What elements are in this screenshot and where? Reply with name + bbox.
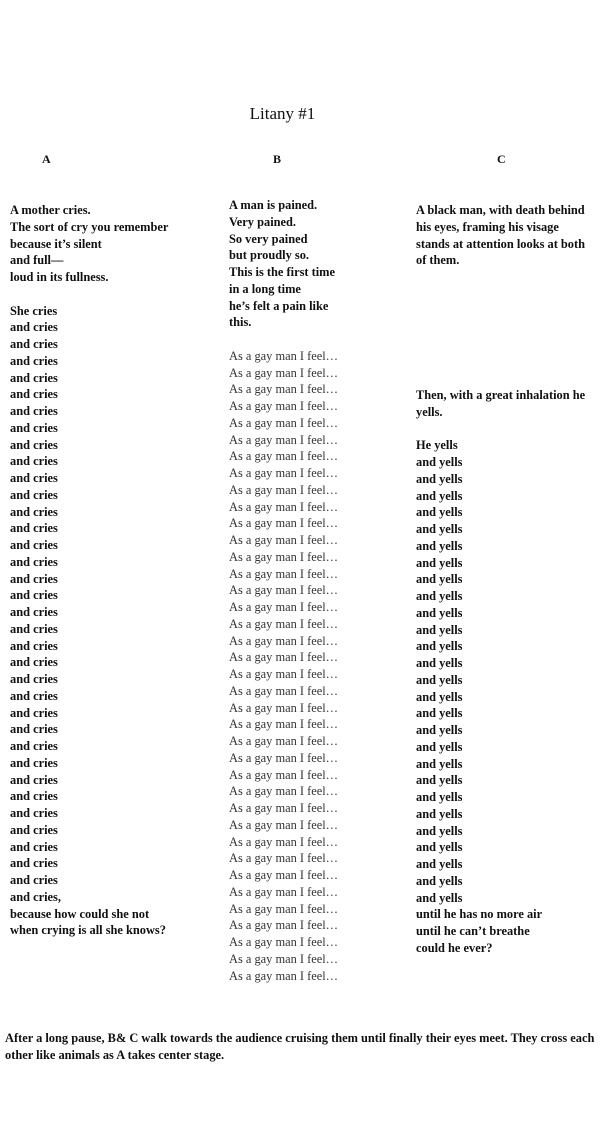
poem-line: and yells — [416, 773, 463, 788]
poem-line: As a gay man I feel… — [229, 817, 339, 832]
poem-line: As a gay man I feel… — [229, 348, 339, 363]
stanza-gap — [10, 286, 168, 303]
poem-line: As a gay man I feel… — [229, 667, 339, 681]
poem-line: and cries — [10, 722, 58, 737]
poem-line: and yells — [416, 555, 463, 570]
poem-line: As a gay man I feel… — [229, 884, 339, 899]
poem-line: and yells — [416, 806, 463, 821]
column-heading-a: A — [42, 152, 51, 166]
poem-line: As a gay man I feel… — [229, 700, 339, 715]
poem-line: until he has no more air — [416, 907, 543, 922]
stanza-c-3 — [416, 437, 585, 956]
poem-line: and cries — [10, 521, 58, 536]
poem-line: and yells — [416, 522, 463, 536]
poem-line: and cries — [10, 538, 58, 552]
poem-line: and cries — [10, 605, 58, 619]
poem-line: and cries — [10, 655, 58, 670]
poem-line: and yells — [416, 840, 463, 855]
poem-line: and yells — [416, 873, 463, 888]
stanza-b-1 — [229, 197, 338, 331]
poem-line: and yells — [416, 706, 463, 721]
poem-line: and yells — [416, 455, 463, 469]
poem-line: As a gay man I feel… — [229, 600, 339, 614]
poem-line: As a gay man I feel… — [229, 717, 339, 732]
poem-line: and cries — [10, 772, 58, 787]
poem-line: As a gay man I feel… — [229, 616, 339, 631]
poem-line: Then, with a great inhalation he — [416, 388, 586, 402]
poem-line: yells. — [416, 404, 443, 419]
column-heading-c: C — [497, 152, 506, 166]
poem-line: and yells — [416, 790, 463, 804]
poem-line: So very pained — [229, 231, 308, 246]
poem-line: and yells — [416, 505, 463, 520]
poem-line: and cries — [10, 806, 58, 820]
poem-line: and yells — [416, 639, 463, 654]
poem-line: and cries — [10, 705, 58, 720]
poem-line: and cries — [10, 672, 58, 686]
poem-line: and cries — [10, 353, 58, 368]
poem-line: Very pained. — [229, 214, 297, 229]
poem-line: As a gay man I feel… — [229, 466, 339, 480]
poem-line: and cries — [10, 621, 58, 636]
poem-line: As a gay man I feel… — [229, 415, 339, 430]
poem-line: and cries — [10, 856, 58, 871]
poem-line: and yells — [416, 890, 463, 905]
poem-line: He yells — [416, 438, 458, 453]
poem-line: As a gay man I feel… — [229, 801, 339, 815]
poem-line: As a gay man I feel… — [229, 583, 339, 598]
stanza-gap — [416, 269, 585, 387]
poem-line: and cries — [10, 822, 58, 837]
poem-line: As a gay man I feel… — [229, 449, 339, 464]
column-a-text — [10, 202, 168, 939]
poem-line: and yells — [416, 656, 463, 670]
poem-line: this. — [229, 315, 252, 330]
poem-line: and cries — [10, 337, 58, 351]
poem-line: As a gay man I feel… — [229, 499, 339, 514]
poem-line: As a gay man I feel… — [229, 566, 339, 581]
stanza-gap — [416, 421, 585, 438]
poem-line: and cries — [10, 454, 58, 469]
poem-line: and cries — [10, 437, 58, 452]
poem-line: This is the first time — [229, 265, 335, 279]
poem-line: loud in its fullness. — [10, 270, 109, 284]
poem-line: and cries — [10, 387, 58, 402]
poem-line: and cries — [10, 571, 58, 586]
stanza-c-1 — [416, 202, 585, 269]
poem-line: As a gay man I feel… — [229, 549, 339, 564]
poem-line: As a gay man I feel… — [229, 968, 339, 983]
poem-line: but proudly so. — [229, 248, 310, 263]
stanza-gap — [229, 331, 338, 348]
column-heading-b: B — [273, 152, 282, 166]
poem-line: A black man, with death behind — [416, 203, 585, 217]
poem-line: As a gay man I feel… — [229, 784, 339, 799]
poem-line: As a gay man I feel… — [229, 851, 339, 866]
stanza-a-1 — [10, 202, 168, 286]
poem-line: As a gay man I feel… — [229, 918, 339, 933]
poem-line: As a gay man I feel… — [229, 734, 339, 748]
poem-line: and cries — [10, 688, 58, 703]
stanza-c-2 — [416, 387, 585, 421]
poem-line: and yells — [416, 723, 463, 737]
poem-line: and cries, — [10, 889, 61, 904]
poem-line: and cries — [10, 588, 58, 603]
poem-line: and yells — [416, 823, 463, 838]
poem-line: could he ever? — [416, 940, 493, 955]
poem-title: Litany #1 — [249, 104, 316, 123]
poem-line: and cries — [10, 638, 58, 653]
poem-line: The sort of cry you remember — [10, 219, 169, 234]
column-b-text — [229, 197, 338, 984]
poem-line: and cries — [10, 504, 58, 519]
poem-line: and yells — [416, 572, 463, 587]
poem-line: As a gay man I feel… — [229, 901, 339, 916]
poem-line: As a gay man I feel… — [229, 432, 339, 447]
poem-line: and yells — [416, 689, 463, 704]
poem-line: and yells — [416, 471, 463, 486]
poem-line: and cries — [10, 420, 58, 435]
poem-line: and yells — [416, 857, 463, 871]
poem-line: As a gay man I feel… — [229, 382, 339, 397]
poem-line: and cries — [10, 739, 58, 753]
poem-line: and cries — [10, 320, 58, 335]
poem-line: As a gay man I feel… — [229, 767, 339, 782]
poem-line: stands at attention looks at both — [416, 236, 586, 251]
poem-line: until he can’t breathe — [416, 924, 530, 938]
poem-line: As a gay man I feel… — [229, 834, 339, 849]
stage-direction: After a long pause, B& C walk towards the audience cruising them until finally their eyes meet. They cross each other like animals as A takes center stage. — [5, 1031, 595, 1062]
poem-line: and cries — [10, 873, 58, 887]
poem-line: As a gay man I feel… — [229, 683, 339, 698]
poem-line: As a gay man I feel… — [229, 951, 339, 966]
poem-line: when crying is all she knows? — [10, 923, 166, 938]
poem-line: and yells — [416, 589, 463, 603]
poem-line: As a gay man I feel… — [229, 935, 339, 949]
stanza-b-2 — [229, 348, 338, 985]
stanza-a-2 — [10, 303, 168, 940]
poem-line: and cries — [10, 370, 58, 385]
poem-line: his eyes, framing his visage — [416, 219, 559, 234]
poem-line: and yells — [416, 538, 463, 553]
poem-line: in a long time — [229, 281, 301, 296]
poem-line: because it’s silent — [10, 236, 102, 251]
poem-line: he’s felt a pain like — [229, 298, 329, 313]
poem-line: and yells — [416, 622, 463, 637]
poem-line: and cries — [10, 755, 58, 770]
poem-line: and yells — [416, 739, 463, 754]
poem-line: and yells — [416, 605, 463, 620]
poem-line: A mother cries. — [10, 203, 91, 217]
poem-line: and cries — [10, 487, 58, 502]
poem-line: and full— — [10, 253, 64, 268]
poem-line: As a gay man I feel… — [229, 650, 339, 665]
poem-line: As a gay man I feel… — [229, 482, 339, 497]
poem-line: and cries — [10, 554, 58, 569]
poem-line: As a gay man I feel… — [229, 533, 339, 547]
poem-line: As a gay man I feel… — [229, 516, 339, 531]
poem-line: and cries — [10, 471, 58, 485]
poem-line: of them. — [416, 253, 460, 268]
poem-line: As a gay man I feel… — [229, 750, 339, 765]
poem-line: and cries — [10, 789, 58, 804]
poem-line: and yells — [416, 756, 463, 771]
poem-line: and yells — [416, 488, 463, 503]
poem-line: As a gay man I feel… — [229, 868, 339, 882]
poem-line: and yells — [416, 672, 463, 687]
poem-line: because how could she not — [10, 906, 150, 921]
poem-line: As a gay man I feel… — [229, 365, 339, 380]
poem-line: As a gay man I feel… — [229, 633, 339, 648]
poem-line: As a gay man I feel… — [229, 399, 339, 413]
column-c-text — [416, 202, 585, 957]
poem-line: She cries — [10, 303, 58, 318]
poem-line: and cries — [10, 839, 58, 854]
poem-line: A man is pained. — [229, 198, 318, 212]
poem-line: and cries — [10, 404, 58, 418]
